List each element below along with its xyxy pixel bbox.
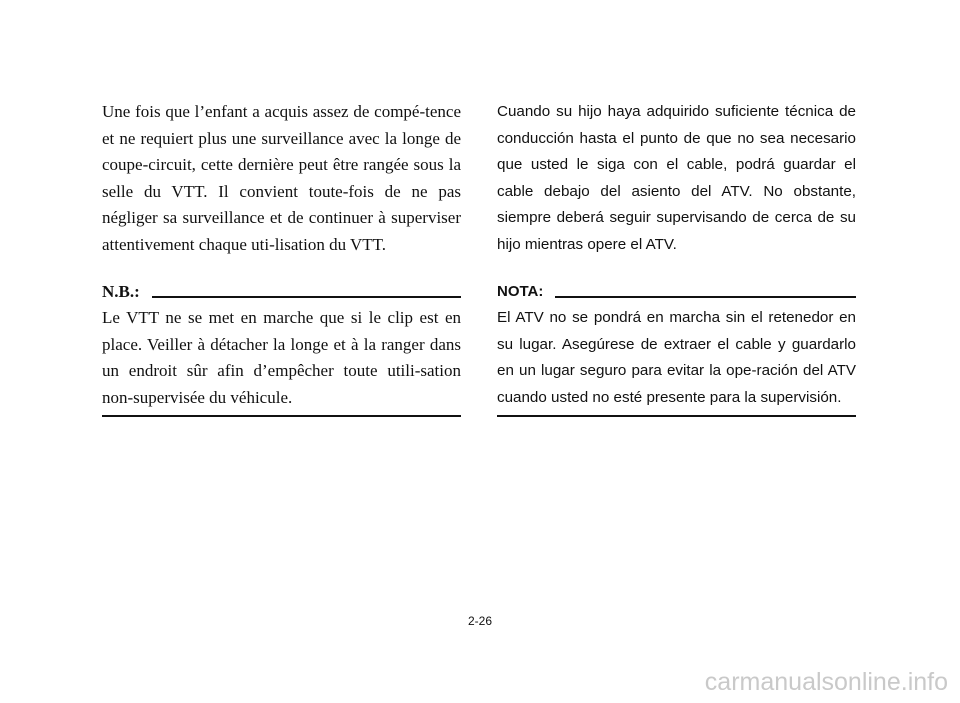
spanish-paragraph: Cuando su hijo haya adquirido suficiente técnica de conducción hasta el punto de que no sea necesario que usted le siga con el cable, podrá guardar el cable debajo del asiento del ATV. No obstante, siempre deberá seguir supervisando de cerca de su hijo mientras opere el ATV. [497,103,856,253]
spanish-note-end-rule [497,415,856,417]
spanish-column [497,99,856,417]
french-column [102,99,461,417]
spanish-note-rule [555,296,856,298]
french-note-label: N.B.: [102,282,140,301]
french-note-rule [152,296,461,298]
french-note-end-rule [102,415,461,417]
page-number: 2-26 [467,614,493,628]
spanish-note-text: El ATV no se pondrá en marcha sin el retenedor en su lugar. Asegúrese de extraer el cable y guardarlo en un lugar seguro para evitar la ope-ración del ATV cuando usted no esté presente para la supervisión. [497,309,856,406]
french-note-text: Le VTT ne se met en marche que si le clip est en place. Veiller à détacher la longe et à la ranger dans un endroit sûr afin d’empêcher toute utili-sation non-supervisée du véhicule. [102,308,461,407]
spanish-note-header [497,279,856,305]
french-note-header [102,279,461,305]
watermark: carmanualsonline.info [704,668,948,696]
spanish-note-label: NOTA: [497,283,544,300]
french-paragraph: Une fois que l’enfant a acquis assez de compé-tence et ne requiert plus une surveillance avec la longe de coupe-circuit, cette dernière peut être rangée sous la selle du VTT. Il convient toute-fois de ne pas négliger sa surveillance et de continuer à superviser attentivement chaque uti-lisation du VTT. [102,102,461,254]
